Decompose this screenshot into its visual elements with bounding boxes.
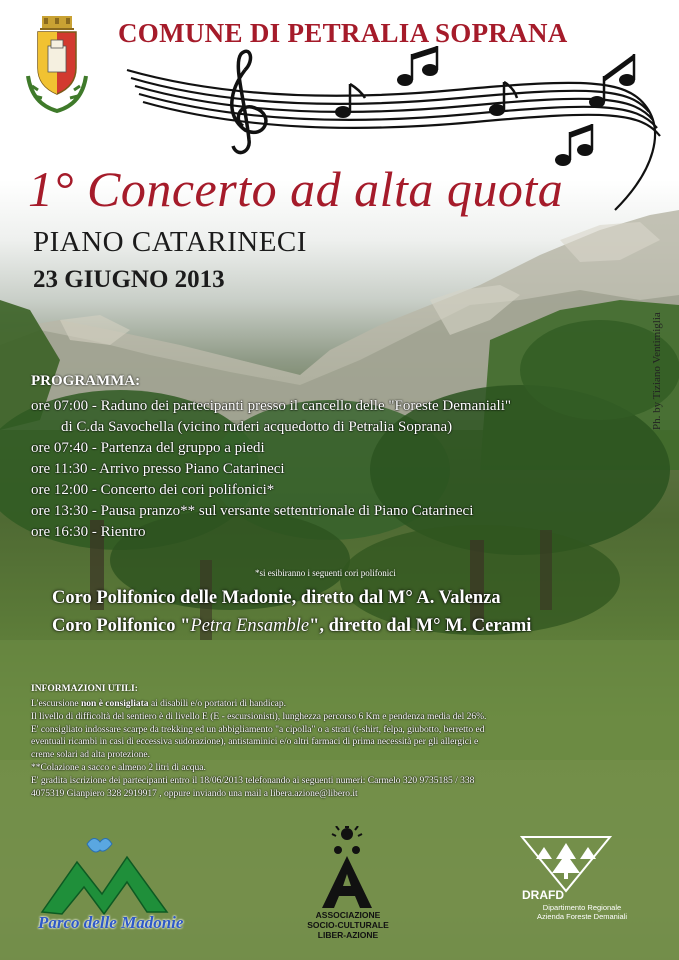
choir-petra-name: Petra Ensamble xyxy=(190,616,310,636)
info-line-bold: non è consigliata xyxy=(81,699,149,709)
programme-item: ore 12:00 - Concerto dei cori polifonici* xyxy=(31,482,275,498)
info-line: eventuali ricambi in casi di eccessiva sudorazione), antistaminici e/o altri farmaci di prima necessità per gli allergici e xyxy=(31,737,479,748)
choir-madonie: Coro Polifonico delle Madonie, diretto dal M° A. Valenza xyxy=(52,588,501,608)
drafd-label: DRAFD xyxy=(522,888,564,902)
info-line: **Colazione a sacco e almeno 2 litri di acqua. xyxy=(31,762,206,773)
associazione-line: LIBER-AZIONE xyxy=(317,930,379,940)
coat-of-arms-icon xyxy=(22,16,92,116)
programme-heading: PROGRAMMA: xyxy=(31,373,141,389)
info-line: E' gradita iscrizione dei partecipanti entro il 18/06/2013 telefonando ai seguenti numeri: Carmelo 320 9735185 / 338 xyxy=(31,775,475,786)
drafd-subtitle-line: Dipartimento Regionale xyxy=(542,903,622,912)
associazione-line: ASSOCIAZIONE xyxy=(315,910,381,920)
info-line: 4075319 Gianpiero 328 2919917 , oppure inviando una mail a libera.azione@libero.it xyxy=(31,788,358,799)
programme-item: ore 11:30 - Arrivo presso Piano Catarineci xyxy=(31,461,285,477)
associazione-label xyxy=(296,910,400,940)
info-line-text: ai disabili e/o portatori di handicap. xyxy=(148,699,287,709)
choir-petra-prefix: Coro Polifonico " xyxy=(52,616,191,636)
info-line-text: L'escursione xyxy=(31,699,81,709)
info-block xyxy=(31,698,671,800)
info-line: creme solari ad alta protezione. xyxy=(31,750,150,761)
programme-item: ore 13:30 - Pausa pranzo** sul versante settentrionale di Piano Catarineci xyxy=(31,503,474,519)
programme-item: ore 07:00 - Raduno dei partecipanti presso il cancello delle "Foreste Demaniali" xyxy=(31,398,512,414)
info-line: E' consigliato indossare scarpe da trekking ed un abbigliamento "a cipolla" o a strati (t-shirt, felpa, giubotto, berretto ed xyxy=(31,724,485,735)
programme-list xyxy=(31,396,641,543)
event-date: 23 GIUGNO 2013 xyxy=(33,266,225,293)
associazione-line: SOCIO-CULTURALE xyxy=(307,920,389,930)
photo-credit: Ph. by Tiziano Ventimiglia xyxy=(651,312,663,430)
programme-item: ore 07:40 - Partenza del gruppo a piedi xyxy=(31,440,265,456)
municipality-name: COMUNE DI PETRALIA SOPRANA xyxy=(118,18,568,48)
choir-petra xyxy=(52,616,531,637)
info-heading: INFORMAZIONI UTILI: xyxy=(31,684,138,694)
drafd-subtitle-line: Azienda Foreste Demaniali xyxy=(536,912,628,921)
choir-footnote: *si esibiranno i seguenti cori polifonici xyxy=(255,568,396,578)
programme-item: ore 16:30 - Rientro xyxy=(31,524,146,540)
event-title: 1° Concerto ad alta quota xyxy=(28,161,564,217)
event-location: PIANO CATARINECI xyxy=(33,226,307,258)
drafd-logo-icon xyxy=(520,833,612,895)
info-line xyxy=(31,698,671,711)
parco-madonie-label: Parco delle Madonie xyxy=(38,913,184,932)
drafd-subtitle xyxy=(532,903,632,921)
associazione-logo-icon xyxy=(300,826,395,911)
choir-petra-suffix: ", diretto dal M° M. Cerami xyxy=(309,616,532,636)
info-line: Il livello di difficoltà del sentiero è di livello E (E - escursionisti), lunghezza percorso 6 Km e pendenza media del 26%. xyxy=(31,711,487,722)
programme-item: di C.da Savochella (vicino ruderi acquedotto di Petralia Soprana) xyxy=(61,419,453,435)
